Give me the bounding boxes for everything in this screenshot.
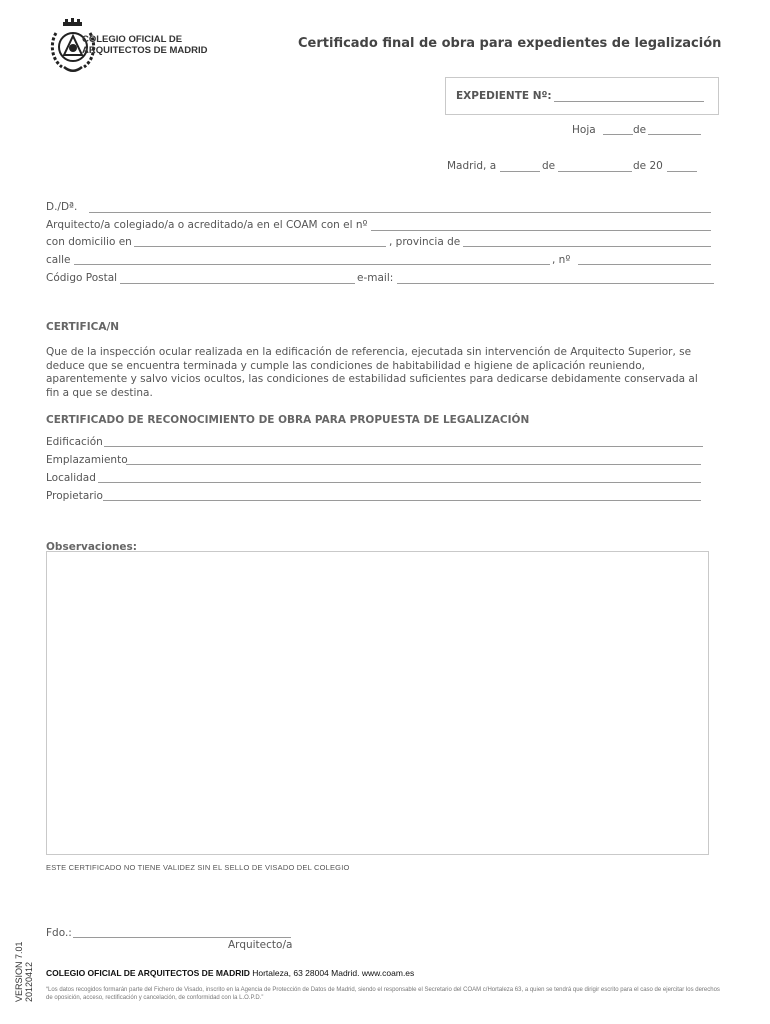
dda-line[interactable] xyxy=(89,212,711,213)
version-date-code: 20120412 xyxy=(24,961,34,1002)
certifica-paragraph: Que de la inspección ocular realizada en la edificación de referencia, ejecutada sin intervención de Arquitecto Superior, se deduce que se encuentra terminada y cumple las condiciones de habitabilidad e higiene de aplicación reuniendo, aparentemente y salvo vicios ocultos, las condiciones de estabilidad suficientes para dedicarse debidamente conservada al fin a que se destina. xyxy=(46,346,698,399)
numero-line[interactable] xyxy=(578,264,711,265)
propietario-label: Propietario xyxy=(46,490,103,502)
provincia-line[interactable] xyxy=(463,246,711,247)
codigo-postal-line[interactable] xyxy=(120,283,355,284)
dda-label: D./Dª. xyxy=(46,201,78,213)
email-label: e-mail: xyxy=(357,272,394,284)
calle-line[interactable] xyxy=(74,264,550,265)
validity-note: ESTE CERTIFICADO NO TIENE VALIDEZ SIN EL SELLO DE VISADO DEL COLEGIO xyxy=(46,863,350,872)
numero-label: , nº xyxy=(552,254,571,266)
emplazamiento-line[interactable] xyxy=(126,464,701,465)
observaciones-heading: Observaciones: xyxy=(46,541,138,553)
footer-privacy-note: “Los datos recogidos formarán parte del Fichero de Visado, inscrito en la Agencia de Protección de Datos de Madrid, siendo el responsable el Secretario del COAM c/Hortaleza 63, a quien se tendrá que dirigir escrito para el caso de ejercitar los derechos de oposición, acceso, rectificación y cancelación, de conformidad con la L.O.P.D.” xyxy=(46,987,720,1001)
arquitecto-colegiado-label: Arquitecto/a colegiado/a o acreditado/a en el COAM con el nº xyxy=(46,219,368,231)
domicilio-line[interactable] xyxy=(134,246,386,247)
footer-address xyxy=(46,968,414,978)
localidad-label: Localidad xyxy=(46,472,96,484)
footer-org-name: COLEGIO OFICIAL DE ARQUITECTOS DE MADRID xyxy=(46,968,250,978)
arquitecto-signature-label: Arquitecto/a xyxy=(228,939,293,951)
date-de-label-1: de xyxy=(542,160,556,172)
year-line[interactable] xyxy=(667,171,697,172)
hoja-total-line[interactable] xyxy=(648,134,701,135)
footer-address-text: Hortaleza, 63 28004 Madrid. www.coam.es xyxy=(252,968,415,978)
calle-label: calle xyxy=(46,254,71,266)
version-label: VERSION 7.01 xyxy=(14,941,24,1002)
reconocimiento-heading: CERTIFICADO DE RECONOCIMIENTO DE OBRA PARA PROPUESTA DE LEGALIZACIÓN xyxy=(46,414,530,426)
certifica-heading: CERTIFICA/N xyxy=(46,321,120,333)
propietario-line[interactable] xyxy=(103,500,701,501)
date-de-label-2: de 20 xyxy=(633,160,663,172)
edificacion-line[interactable] xyxy=(104,446,703,447)
observaciones-textarea[interactable] xyxy=(46,551,709,855)
hoja-number-line[interactable] xyxy=(603,134,633,135)
signature-line[interactable] xyxy=(73,937,291,938)
domicilio-label: con domicilio en xyxy=(46,236,132,248)
fdo-label: Fdo.: xyxy=(46,927,72,939)
expediente-label: EXPEDIENTE Nº: xyxy=(456,90,552,102)
colegiado-number-line[interactable] xyxy=(371,230,711,231)
hoja-label: Hoja xyxy=(572,124,596,136)
edificacion-label: Edificación xyxy=(46,436,103,448)
version-stamp xyxy=(14,941,34,1002)
provincia-label: , provincia de xyxy=(389,236,461,248)
localidad-line[interactable] xyxy=(98,482,701,483)
logo-line-1: COLEGIO OFICIAL DE xyxy=(82,34,183,45)
day-line[interactable] xyxy=(500,171,540,172)
logo-line-2: ARQUITECTOS DE MADRID xyxy=(82,45,208,56)
document-title: Certificado final de obra para expedientes de legalización xyxy=(298,36,722,51)
month-line[interactable] xyxy=(558,171,632,172)
email-line[interactable] xyxy=(397,283,714,284)
emplazamiento-label: Emplazamiento xyxy=(46,454,128,466)
hoja-of-label: de xyxy=(633,124,647,136)
codigo-postal-label: Código Postal xyxy=(46,272,118,284)
city-date-label: Madrid, a xyxy=(447,160,497,172)
logo-text xyxy=(82,34,207,56)
expediente-input-line[interactable] xyxy=(554,101,704,102)
